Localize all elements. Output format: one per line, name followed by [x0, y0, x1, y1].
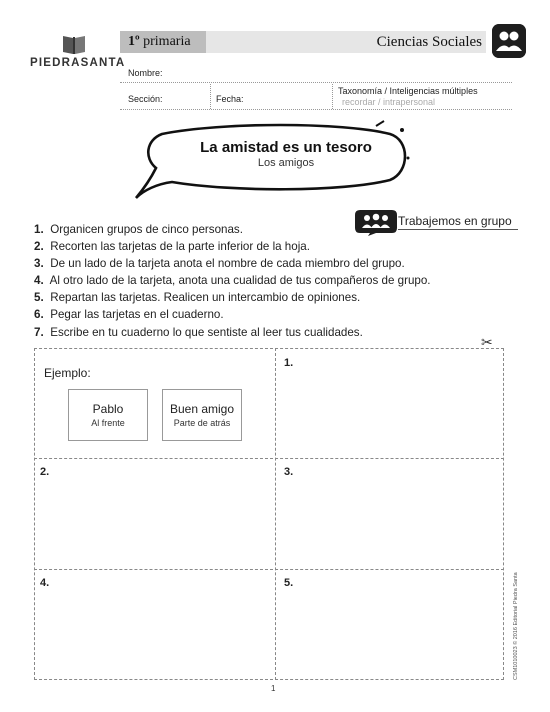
list-item	[34, 324, 504, 341]
card-cell-4-number: 4.	[40, 577, 50, 589]
card-side-label: Parte de atrás	[173, 418, 231, 428]
divider	[210, 84, 211, 109]
date-label: Fecha:	[216, 94, 244, 104]
item-text: Al otro lado de la tarjeta, anota una cualidad de tus compañeros de grupo.	[49, 274, 431, 288]
grade-subject-bar	[120, 31, 486, 53]
grid-divider-horizontal	[34, 569, 504, 570]
card-name: Pablo	[92, 402, 124, 416]
item-text: Pegar las tarjetas en el cuaderno.	[50, 308, 224, 322]
subject-title: Ciencias Sociales	[376, 34, 482, 50]
book-logo-icon	[62, 33, 86, 55]
card-cell-3-number: 3.	[284, 466, 294, 478]
brand-logo-text: PIEDRASANTA	[30, 57, 126, 69]
list-item	[34, 238, 504, 255]
instructions-list	[34, 221, 504, 341]
grade-number: 1º	[128, 34, 140, 49]
card-quality: Buen amigo	[169, 402, 235, 416]
item-text: Repartan las tarjetas. Realicen un intercambio de opiniones.	[50, 291, 361, 305]
list-item	[34, 255, 504, 272]
list-item	[34, 289, 504, 306]
divider	[332, 84, 333, 109]
grade-label	[128, 34, 191, 50]
card-side-label: Al frente	[91, 418, 125, 428]
list-item	[34, 272, 504, 289]
card-cell-2-number: 2.	[40, 466, 50, 478]
item-text: Escribe en tu cuaderno lo que sentiste al leer tus cualidades.	[50, 325, 363, 339]
item-text: Recorten las tarjetas de la parte inferior de la hoja.	[50, 240, 310, 254]
example-label: Ejemplo:	[44, 366, 91, 380]
section-label: Sección:	[128, 94, 163, 104]
group-work-label: Trabajemos en grupo	[398, 214, 512, 228]
people-group-icon	[492, 24, 526, 58]
page-number: 1	[271, 684, 276, 693]
item-number: 3.	[34, 257, 44, 271]
scissors-icon: ✂	[481, 334, 493, 350]
item-number: 5.	[34, 291, 44, 305]
section-date-row	[120, 84, 512, 110]
copyright-credit: CSM1010023 © 2016 Editorial Piedra Santa	[513, 572, 519, 680]
item-number: 6.	[34, 308, 44, 322]
card-cell-1-number: 1.	[284, 357, 294, 369]
example-card-back	[162, 389, 242, 441]
taxonomy-label: Taxonomía / Inteligencias múltiples	[338, 86, 478, 96]
item-number: 1.	[34, 223, 44, 236]
item-number: 7.	[34, 325, 44, 339]
name-field-row[interactable]	[120, 57, 512, 83]
item-number: 4.	[34, 274, 44, 288]
list-item	[34, 221, 504, 238]
list-item	[34, 306, 504, 323]
grid-divider-horizontal	[34, 458, 504, 459]
grade-level: primaria	[143, 34, 191, 49]
example-card-front	[68, 389, 148, 441]
taxonomy-value: recordar / intrapersonal	[342, 97, 436, 107]
worksheet-title: La amistad es un tesoro	[200, 139, 372, 156]
item-text: Organicen grupos de cinco personas.	[50, 223, 243, 236]
card-cell-5-number: 5.	[284, 577, 294, 589]
worksheet-subtitle: Los amigos	[257, 157, 315, 169]
grid-divider-vertical	[275, 348, 276, 680]
item-text: De un lado de la tarjeta anota el nombre de cada miembro del grupo.	[50, 257, 405, 271]
item-number: 2.	[34, 240, 44, 254]
name-label: Nombre:	[128, 68, 163, 78]
